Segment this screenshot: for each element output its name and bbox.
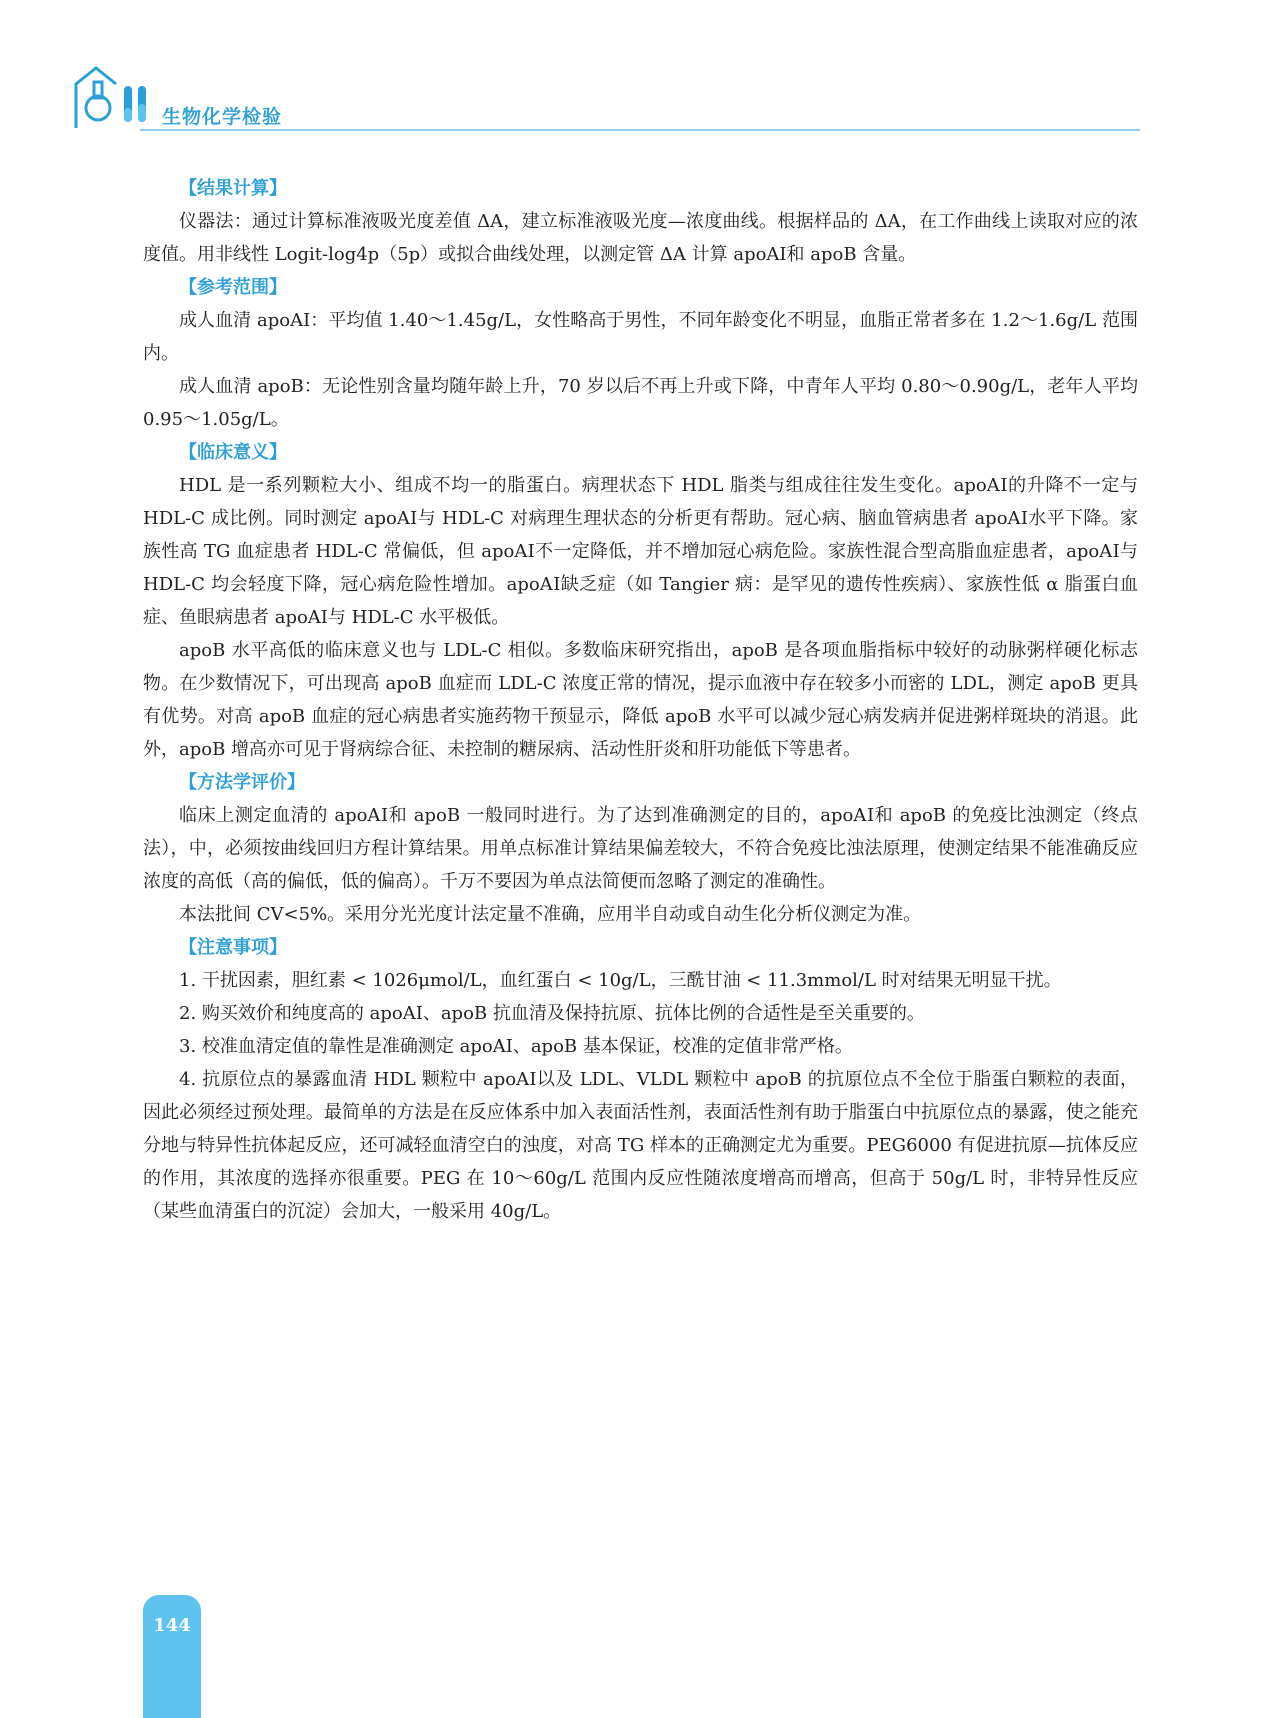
paragraph: 临床上测定血清的 apoAⅠ和 apoB 一般同时进行。为了达到准确测定的目的，apoAⅠ和 apoB 的免疫比浊测定（终点法），中，必须按曲线回归方程计算结果。用单点标准计算结果偏差较大，不符合免疫比浊法原理，使测定结果不能准确反应浓度的高低（高的偏低，低的偏高）。千万不要因为单点法简便而忽略了测定的准确性。 bbox=[143, 805, 1138, 892]
section-heading: 【结果计算】 bbox=[179, 178, 287, 199]
section-heading: 【参考范围】 bbox=[179, 277, 287, 298]
section-heading: 【方法学评价】 bbox=[179, 772, 305, 793]
page-header bbox=[70, 62, 1140, 142]
paragraph: 1. 干扰因素，胆红素 < 1026μmol/L，血红蛋白 < 10g/L，三酰甘油 < 11.3mmol/L 时对结果无明显干扰。 bbox=[179, 970, 1062, 991]
paragraph: 2. 购买效价和纯度高的 apoAⅠ、apoB 抗血清及保持抗原、抗体比例的合适性是至关重要的。 bbox=[179, 1003, 925, 1024]
laboratory-flask-icon bbox=[70, 62, 160, 132]
paragraph: 4. 抗原位点的暴露血清 HDL 颗粒中 apoAⅠ以及 LDL、VLDL 颗粒中 apoB 的抗原位点不全位于脂蛋白颗粒的表面，因此必须经过预处理。最简单的方法是在反应体系中加入表面活性剂，表面活性剂有助于脂蛋白中抗原位点的暴露，使之能充分地与特异性抗体起反应，还可减轻血清空白的浊度，对高 TG 样本的正确测定尤为重要。PEG6000 有促进抗原—抗体反应的作用，其浓度的选择亦很重要。PEG 在 10～60g/L 范围内反应性随浓度增高而增高，但高于 50g/L 时，非特异性反应（某些血清蛋白的沉淀）会加大，一般采用 40g/L。 bbox=[143, 1069, 1138, 1222]
page-number: 144 bbox=[153, 1615, 191, 1636]
paragraph: 3. 校准血清定值的靠性是准确测定 apoAⅠ、apoB 基本保证，校准的定值非常严格。 bbox=[179, 1036, 853, 1057]
paragraph: 成人血清 apoB：无论性别含量均随年龄上升，70 岁以后不再上升或下降，中青年人平均 0.80～0.90g/L，老年人平均 0.95～1.05g/L。 bbox=[143, 376, 1138, 430]
paragraph: 成人血清 apoAⅠ：平均值 1.40～1.45g/L，女性略高于男性，不同年龄变化不明显，血脂正常者多在 1.2～1.6g/L 范围内。 bbox=[143, 310, 1138, 364]
section-heading: 【临床意义】 bbox=[179, 442, 287, 463]
paragraph: 仪器法：通过计算标准液吸光度差值 ΔA，建立标准液吸光度—浓度曲线。根据样品的 ΔA，在工作曲线上读取对应的浓度值。用非线性 Logit-log4p（5p）或拟合曲线处理，以测定管 ΔA 计算 apoAⅠ和 apoB 含量。 bbox=[143, 211, 1138, 265]
header-divider bbox=[140, 129, 1140, 131]
page-number-tab bbox=[143, 1595, 201, 1718]
section-heading: 【注意事项】 bbox=[179, 937, 287, 958]
book-title: 生物化学检验 bbox=[162, 106, 283, 128]
paragraph: apoB 水平高低的临床意义也与 LDL-C 相似。多数临床研究指出，apoB 是各项血脂指标中较好的动脉粥样硬化标志物。在少数情况下，可出现高 apoB 血症而 LDL-C 浓度正常的情况，提示血液中存在较多小而密的 LDL，测定 apoB 更具有优势。对高 apoB 血症的冠心病患者实施药物干预显示，降低 apoB 水平可以减少冠心病发病并促进粥样斑块的消退。此外，apoB 增高亦可见于肾病综合征、未控制的糖尿病、活动性肝炎和肝功能低下等患者。 bbox=[143, 640, 1138, 760]
main-content bbox=[143, 172, 1138, 1228]
paragraph: HDL 是一系列颗粒大小、组成不均一的脂蛋白。病理状态下 HDL 脂类与组成往往发生变化。apoAⅠ的升降不一定与 HDL-C 成比例。同时测定 apoAⅠ与 HDL-C 对病理生理状态的分析更有帮助。冠心病、脑血管病患者 apoAⅠ水平下降。家族性高 TG 血症患者 HDL-C 常偏低，但 apoAⅠ不一定降低，并不增加冠心病危险。家族性混合型高脂血症患者，apoAⅠ与 HDL-C 均会轻度下降，冠心病危险性增加。apoAⅠ缺乏症（如 Tangier 病：是罕见的遗传性疾病）、家族性低 α 脂蛋白血症、鱼眼病患者 apoAⅠ与 HDL-C 水平极低。 bbox=[143, 475, 1138, 628]
paragraph: 本法批间 CV<5%。采用分光光度计法定量不准确，应用半自动或自动生化分析仪测定为准。 bbox=[179, 904, 922, 925]
